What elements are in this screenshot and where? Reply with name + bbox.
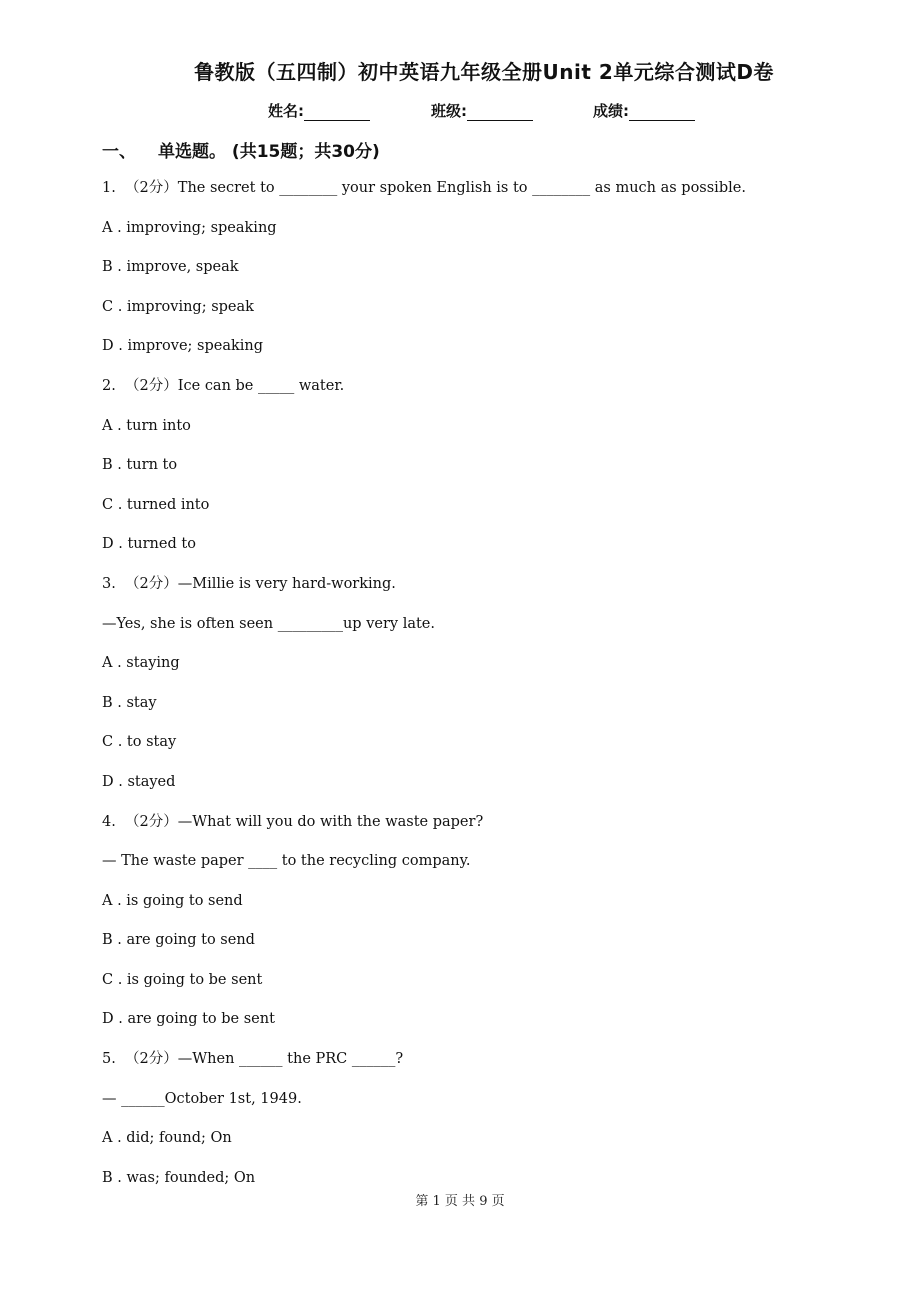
question-3-option-b: B . stay: [102, 694, 157, 711]
question-2-option-d: D . turned to: [102, 536, 196, 553]
question-3-option-a: A . staying: [102, 655, 180, 672]
page-footer: 第 1 页 共 9 页: [415, 1194, 505, 1209]
question-5-option-b: B . was; founded; On: [102, 1169, 256, 1186]
class-blank: [467, 104, 533, 121]
question-5-stem-continued: — ______October 1st, 1949.: [102, 1090, 302, 1107]
question-5-option-a: A . did; found; On: [102, 1130, 232, 1147]
question-3-stem-continued: —Yes, she is often seen _________up very late.: [102, 615, 435, 632]
class-label: 班级:: [431, 102, 467, 120]
score-label: 成绩:: [593, 102, 629, 120]
question-1-stem: 1. （2分）The secret to ________ your spoken English is to ________ as much as possible.: [102, 180, 746, 196]
question-4-option-b: B . are going to send: [102, 932, 255, 949]
question-4-option-d: D . are going to be sent: [102, 1011, 275, 1028]
name-field: [268, 100, 370, 121]
question-2-option-c: C . turned into: [102, 496, 210, 513]
question-3-option-d: D . stayed: [102, 773, 176, 790]
question-list: [102, 175, 862, 1204]
question-1-option-a: A . improving; speaking: [102, 219, 277, 236]
section-number: 一、: [102, 142, 136, 162]
class-field: [431, 100, 533, 121]
question-3-stem: 3. （2分）—Millie is very hard-working.: [102, 575, 396, 592]
question-4-stem: 4. （2分）—What will you do with the waste paper?: [102, 813, 484, 830]
question-3-option-c: C . to stay: [102, 734, 177, 751]
exam-title: 鲁教版（五四制）初中英语九年级全册Unit 2单元综合测试D卷: [194, 60, 774, 84]
question-1-option-c: C . improving; speak: [102, 298, 254, 315]
section-heading: [102, 137, 380, 162]
question-1-option-d: D . improve; speaking: [102, 338, 264, 355]
name-label: 姓名:: [268, 102, 304, 120]
question-4-option-c: C . is going to be sent: [102, 971, 263, 988]
question-4-option-a: A . is going to send: [102, 892, 243, 909]
question-2-stem: 2. （2分）Ice can be _____ water.: [102, 377, 345, 394]
score-field: [593, 100, 695, 121]
name-blank: [304, 104, 370, 121]
question-1-option-b: B . improve, speak: [102, 259, 239, 276]
question-5-stem: 5. （2分）—When ______ the PRC ______?: [102, 1051, 404, 1068]
score-blank: [629, 104, 695, 121]
question-2-option-b: B . turn to: [102, 457, 178, 474]
question-4-stem-continued: — The waste paper ____ to the recycling company.: [102, 853, 471, 870]
section-title: 单选题。 (共15题；共30分): [158, 142, 380, 162]
question-2-option-a: A . turn into: [102, 417, 191, 434]
